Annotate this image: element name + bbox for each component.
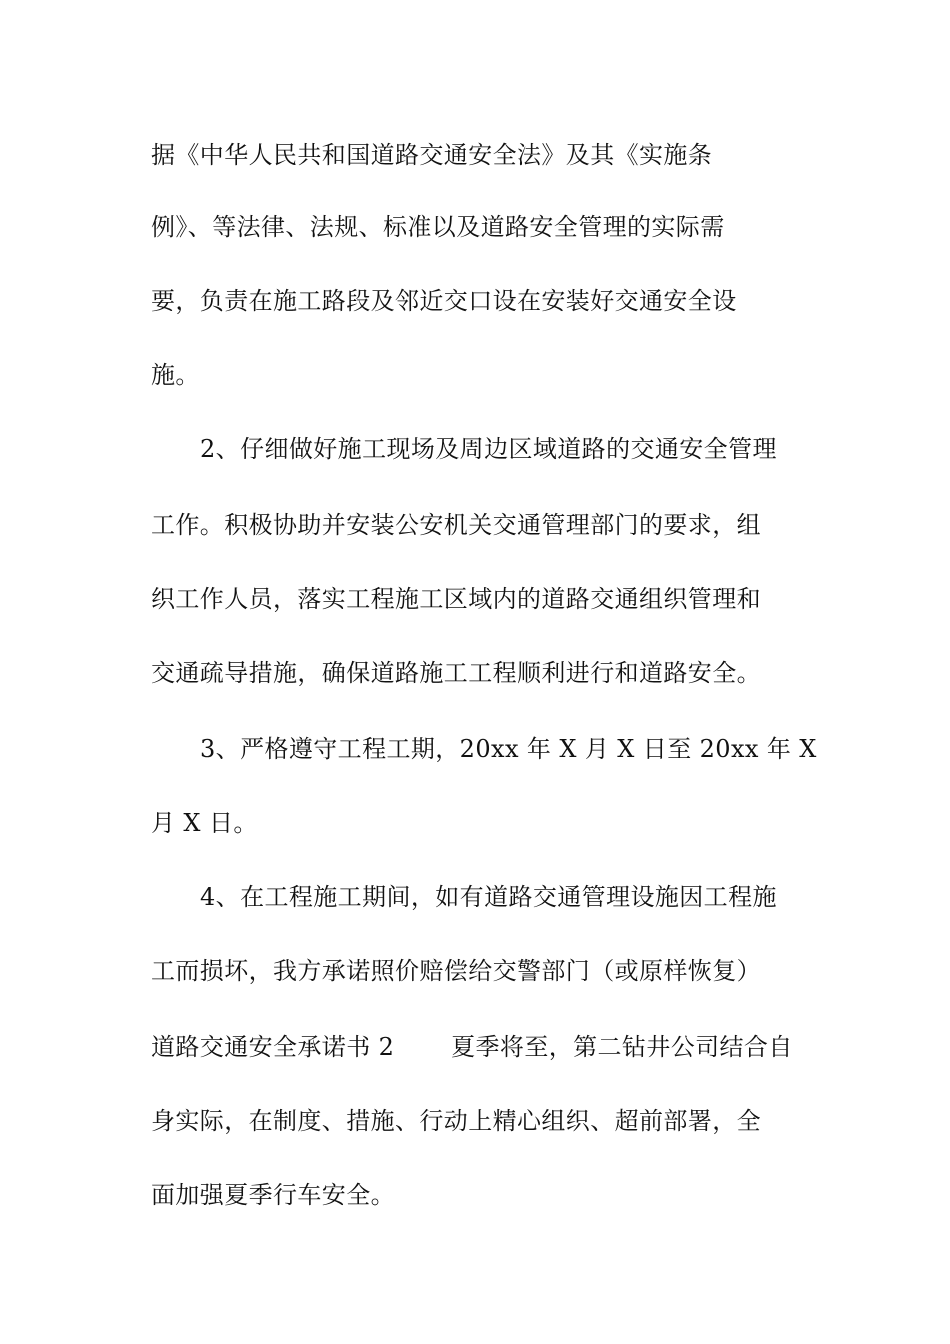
- text-line-4: 施。: [151, 361, 200, 389]
- text-line-1: 据《中华人民共和国道路交通安全法》及其《实施条: [151, 141, 713, 169]
- text-line-5: 2、仔细做好施工现场及周边区域道路的交通安全管理: [200, 435, 777, 463]
- text-line-6: 工作。积极协助并安装公安机关交通管理部门的要求，组: [151, 511, 761, 539]
- text-line-10: 月 X 日。: [151, 809, 258, 837]
- text-line-8: 交通疏导措施，确保道路施工工程顺利进行和道路安全。: [151, 659, 761, 687]
- text-line-2: 例》、等法律、法规、标准以及道路安全管理的实际需: [151, 213, 725, 241]
- text-line-13: 道路交通安全承诺书 2 夏季将至，第二钻井公司结合自: [151, 1033, 793, 1061]
- text-line-11: 4、在工程施工期间，如有道路交通管理设施因工程施: [200, 883, 777, 911]
- text-line-15: 面加强夏季行车安全。: [151, 1181, 395, 1209]
- text-line-7: 织工作人员，落实工程施工区域内的道路交通组织管理和: [151, 585, 761, 613]
- text-line-3: 要，负责在施工路段及邻近交口设在安装好交通安全设: [151, 287, 737, 315]
- text-line-9: 3、严格遵守工程工期，20xx 年 X 月 X 日至 20xx 年 X: [200, 735, 817, 763]
- text-line-14: 身实际，在制度、措施、行动上精心组织、超前部署，全: [151, 1107, 761, 1135]
- text-line-12: 工而损坏，我方承诺照价赔偿给交警部门（或原样恢复）: [151, 957, 761, 985]
